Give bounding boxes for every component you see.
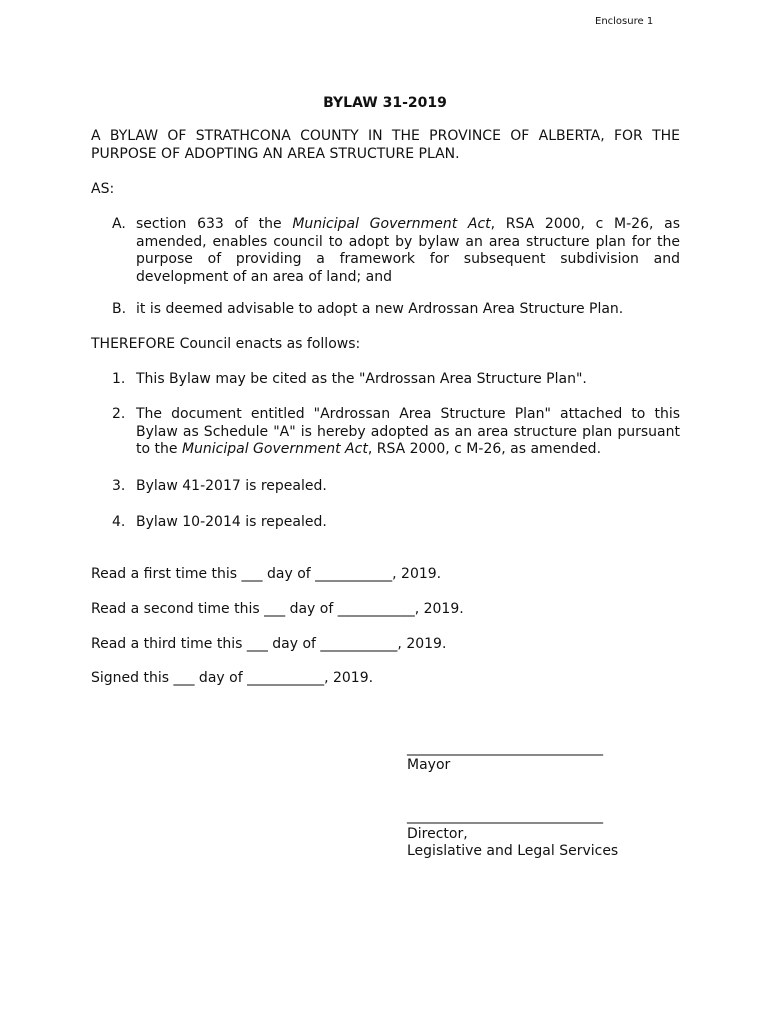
reading-first: Read a first time this ___ day of ___________, 2019. [91, 566, 442, 582]
act-name: Municipal Government Act [181, 441, 368, 457]
recital-text: it is deemed advisable to adopt a new Ardrossan Area Structure Plan. [136, 301, 624, 317]
bylaw-intro: A BYLAW OF STRATHCONA COUNTY IN THE PROVINCE OF ALBERTA, FOR THE PURPOSE OF ADOPTING AN AREA STRUCTURE PLAN. [91, 128, 680, 162]
as-label: AS: [91, 181, 115, 197]
clause-4 [112, 514, 680, 532]
recital-text: section 633 of the Municipal Government Act, RSA 2000, c M-26, as amended, enables council to adopt by bylaw an area structure plan for the purpose of providing a framework for subsequent subdivision and development of an area of land; and [136, 216, 680, 285]
clause-label: 2. [112, 406, 126, 422]
recital-label: A. [112, 216, 126, 232]
clause-3 [112, 478, 680, 496]
bylaw-title: BYLAW 31-2019 [323, 95, 447, 111]
enclosure-label: Enclosure 1 [595, 16, 654, 27]
clause-text: The document entitled "Ardrossan Area Structure Plan" attached to this Bylaw as Schedule "A" is hereby adopted as an area structure plan pursuant to the Municipal Government Act, RSA 2000, c M-26, as amended. [136, 406, 680, 457]
director-signature-line: ____________________________ [407, 808, 603, 824]
clause-text: This Bylaw may be cited as the "Ardrossan Area Structure Plan". [136, 371, 587, 387]
reading-third: Read a third time this ___ day of ___________, 2019. [91, 636, 447, 652]
clause-label: 3. [112, 478, 126, 494]
clause-label: 4. [112, 514, 126, 530]
reading-second: Read a second time this ___ day of ___________, 2019. [91, 601, 464, 617]
recital-b [112, 301, 680, 319]
mayor-signature-line: ____________________________ [407, 740, 603, 756]
director-title: Director, [407, 826, 468, 842]
recital-label: B. [112, 301, 127, 317]
director-department: Legislative and Legal Services [407, 843, 619, 859]
clause-text: Bylaw 10-2014 is repealed. [136, 514, 327, 530]
clause-1 [112, 371, 680, 389]
therefore-clause: THEREFORE Council enacts as follows: [91, 336, 361, 352]
mayor-title: Mayor [407, 757, 451, 773]
act-name: Municipal Government Act [292, 216, 491, 232]
recital-a [112, 216, 680, 286]
clause-label: 1. [112, 371, 126, 387]
signed-line: Signed this ___ day of ___________, 2019. [91, 670, 374, 686]
clause-text: Bylaw 41-2017 is repealed. [136, 478, 327, 494]
clause-2 [112, 406, 680, 459]
